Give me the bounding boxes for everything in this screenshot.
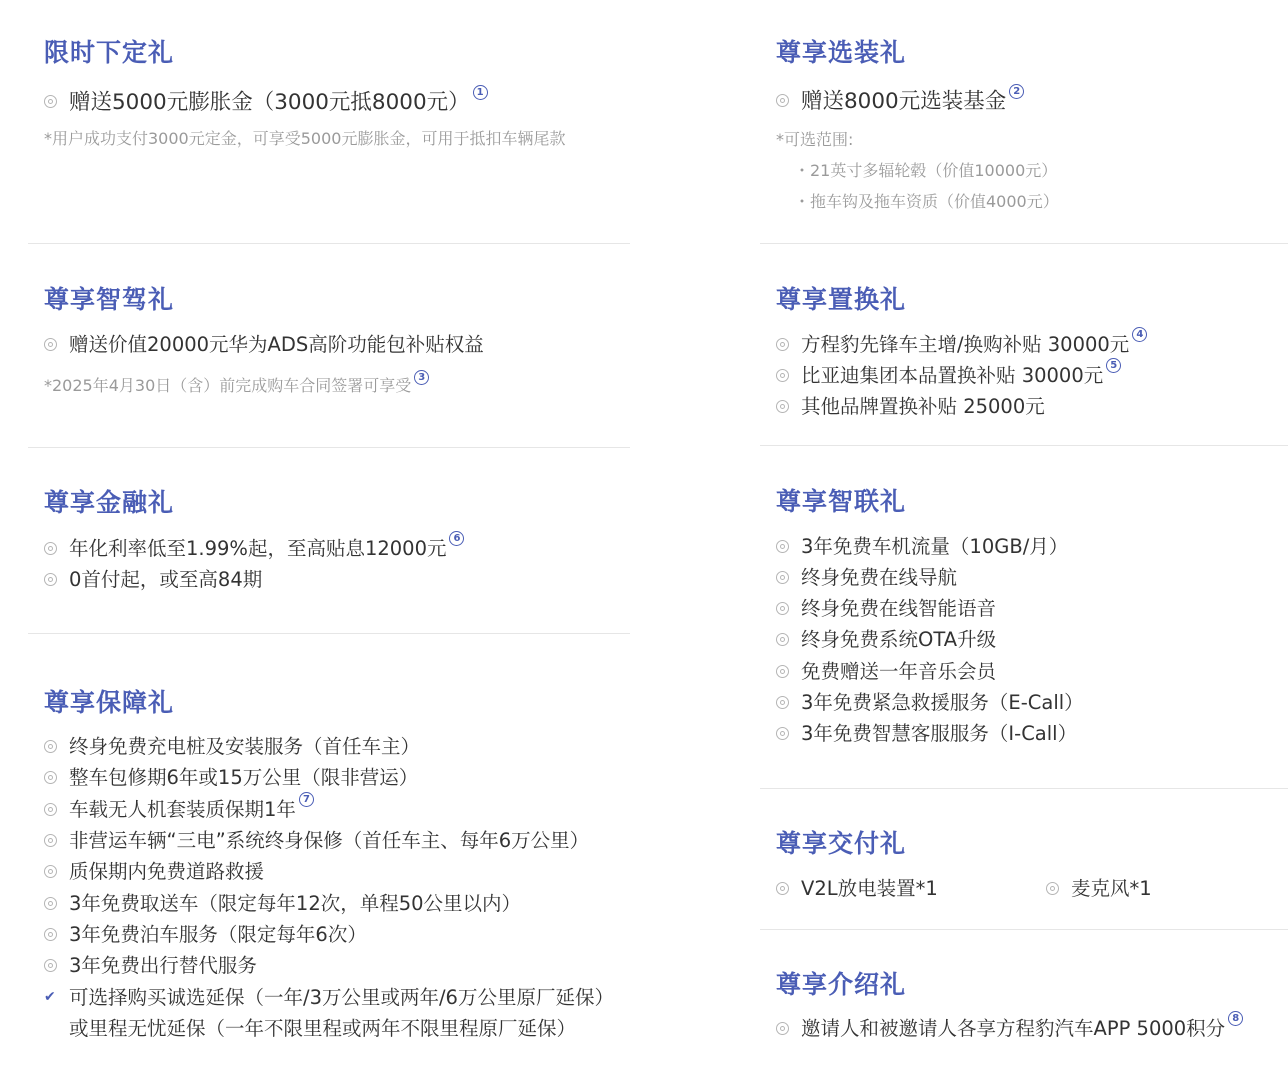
footnote-3-icon[interactable]: 3 [414, 370, 429, 385]
list-item: 终身免费在线智能语音 [776, 593, 996, 624]
section-title: 尊享智联礼 [776, 487, 907, 516]
list-item: V2L放电装置*1 [776, 873, 938, 904]
bullet-icon [44, 542, 57, 555]
footnote-7-icon[interactable]: 7 [299, 792, 314, 807]
list-item: 整车包修期6年或15万公里（限非营运） [44, 762, 418, 793]
section-title: 尊享置换礼 [776, 285, 907, 314]
bullet-icon [776, 400, 789, 413]
list-item: 3年免费智慧客服服务（I-Call） [776, 718, 1077, 749]
divider [760, 445, 1288, 446]
list-item: 3年免费出行替代服务 [44, 950, 257, 981]
bullet-icon [44, 834, 57, 847]
bullet-icon [44, 959, 57, 972]
note-text: *2025年4月30日（含）前完成购车合同签署可享受 3 [44, 372, 429, 400]
list-item-continuation: 或里程无忧延保（一年不限里程或两年不限里程原厂延保） [69, 1017, 577, 1040]
section-title: 尊享交付礼 [776, 829, 907, 858]
bullet-icon [776, 727, 789, 740]
list-item: 邀请人和被邀请人各享方程豹汽车APP 5000积分 8 [776, 1013, 1243, 1044]
footnote-1-icon[interactable]: 1 [473, 85, 488, 100]
bullet-icon [44, 928, 57, 941]
note-text: *可选范围: [776, 130, 854, 149]
list-item: 3年免费车机流量（10GB/月） [776, 531, 1068, 562]
list-item: 免费赠送一年音乐会员 [776, 656, 996, 687]
bullet-icon [776, 540, 789, 553]
bullet-icon [44, 338, 57, 351]
divider [760, 929, 1288, 930]
bullet-icon [776, 369, 789, 382]
list-item: 3年免费取送车（限定每年12次，单程50公里以内） [44, 888, 521, 919]
bullet-icon [44, 771, 57, 784]
list-item: 比亚迪集团本品置换补贴 30000元 5 [776, 360, 1121, 391]
list-item: 赠送8000元选装基金 2 [776, 86, 1024, 117]
bullet-icon [776, 1022, 789, 1035]
bullet-icon [776, 633, 789, 646]
note-sub-item: ・21英寸多辐轮毂（价值10000元） [794, 161, 1058, 180]
bullet-icon [776, 696, 789, 709]
bullet-icon [44, 573, 57, 586]
footnote-6-icon[interactable]: 6 [449, 531, 464, 546]
bullet-icon [44, 740, 57, 753]
list-item: 车载无人机套装质保期1年 7 [44, 794, 314, 825]
divider [28, 243, 630, 244]
note-text: *用户成功支付3000元定金，可享受5000元膨胀金，可用于抵扣车辆尾款 [44, 129, 566, 148]
section-title: 限时下定礼 [44, 38, 175, 67]
bullet-icon [776, 571, 789, 584]
bullet-icon [44, 897, 57, 910]
list-item: 赠送价值20000元华为ADS高阶功能包补贴权益 [44, 329, 484, 360]
bullet-icon [44, 803, 57, 816]
list-item-optional: ✔ 可选择购买诚选延保（一年/3万公里或两年/6万公里原厂延保） [44, 982, 614, 1013]
list-item: 终身免费在线导航 [776, 562, 957, 593]
list-item: 赠送5000元膨胀金（3000元抵8000元） 1 [44, 87, 488, 118]
list-item: 年化利率低至1.99%起，至高贴息12000元 6 [44, 533, 464, 564]
section-title: 尊享智驾礼 [44, 285, 175, 314]
list-item: 麦克风*1 [1046, 873, 1152, 904]
list-item: 3年免费泊车服务（限定每年6次） [44, 919, 367, 950]
bullet-icon [776, 665, 789, 678]
divider [760, 788, 1288, 789]
section-title: 尊享介绍礼 [776, 970, 907, 999]
list-item: 0首付起，或至高84期 [44, 564, 262, 595]
bullet-icon [776, 602, 789, 615]
divider [28, 447, 630, 448]
list-item: 3年免费紧急救援服务（E-Call） [776, 687, 1084, 718]
bullet-icon [44, 95, 57, 108]
bullet-icon [776, 882, 789, 895]
bullet-icon [776, 338, 789, 351]
list-item: 终身免费充电桩及安装服务（首任车主） [44, 731, 420, 762]
footnote-4-icon[interactable]: 4 [1132, 327, 1147, 342]
list-item: 方程豹先锋车主增/换购补贴 30000元 4 [776, 329, 1147, 360]
footnote-8-icon[interactable]: 8 [1228, 1011, 1243, 1026]
divider [760, 243, 1288, 244]
note-sub-item: ・拖车钩及拖车资质（价值4000元） [794, 192, 1059, 211]
list-item: 非营运车辆“三电”系统终身保修（首任车主、每年6万公里） [44, 825, 589, 856]
list-item: 其他品牌置换补贴 25000元 [776, 391, 1045, 422]
bullet-icon [1046, 882, 1059, 895]
footnote-5-icon[interactable]: 5 [1106, 358, 1121, 373]
section-title: 尊享选装礼 [776, 38, 907, 67]
bullet-icon [776, 94, 789, 107]
section-title: 尊享金融礼 [44, 488, 175, 517]
list-item: 终身免费系统OTA升级 [776, 624, 996, 655]
bullet-icon [44, 865, 57, 878]
divider [28, 633, 630, 634]
section-title: 尊享保障礼 [44, 688, 175, 717]
list-item: 质保期内免费道路救援 [44, 856, 264, 887]
footnote-2-icon[interactable]: 2 [1009, 84, 1024, 99]
checkmark-icon: ✔ [44, 988, 56, 1005]
